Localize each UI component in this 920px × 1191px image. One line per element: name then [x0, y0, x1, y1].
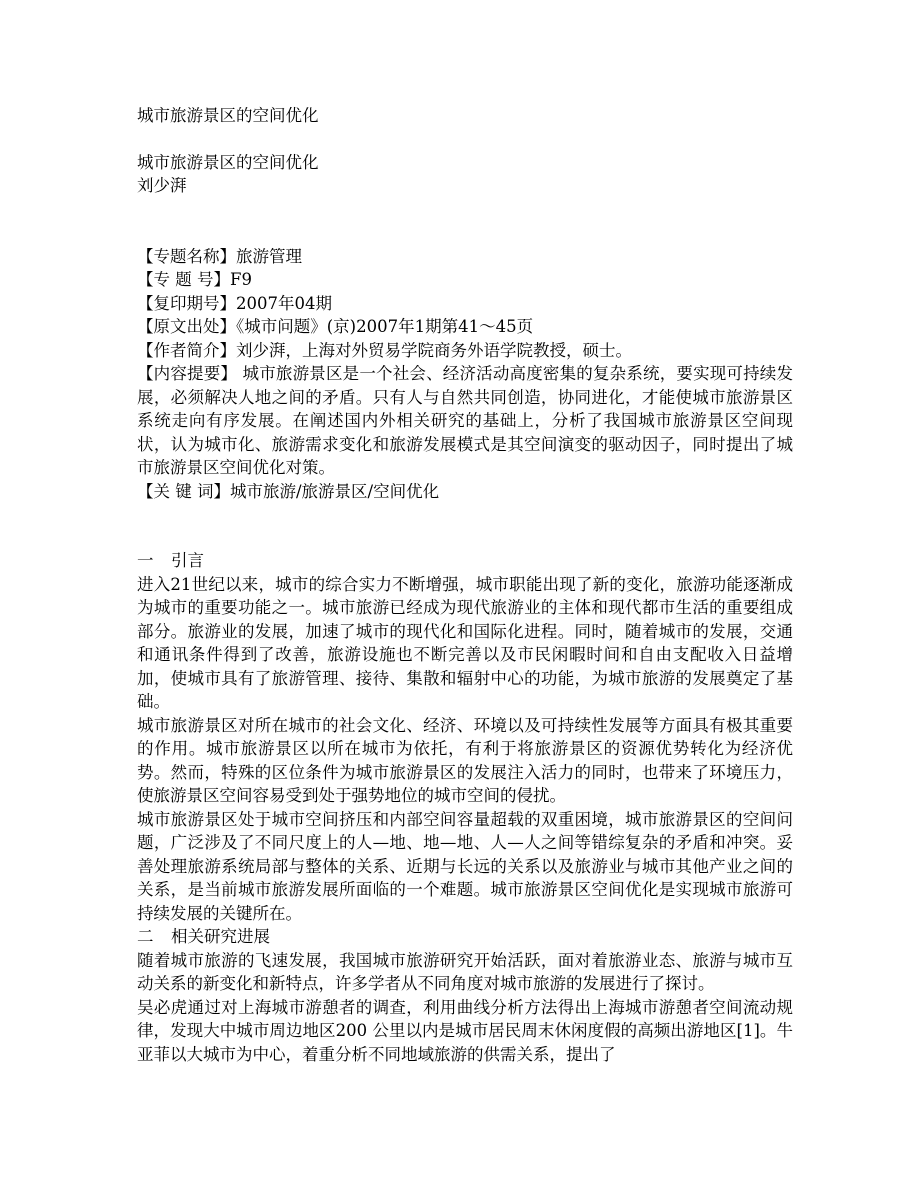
section-number: 二 — [137, 927, 154, 946]
section-heading-research — [137, 925, 793, 949]
document-title: 城市旅游景区的空间优化 — [137, 106, 319, 125]
meta-author-intro: 【作者简介】刘少湃，上海对外贸易学院商务外语学院教授，硕士。 — [137, 340, 632, 360]
body-paragraph: 城市旅游景区处于城市空间挤压和内部空间容量超载的双重困境，城市旅游景区的空间问题，广泛涉及了不同尺度上的人—地、地—地、人—人之间等错综复杂的矛盾和冲突。妥善处理旅游系统局部与整体的关系、近期与长远的关系以及旅游业与城市其他产业之间的关系，是当前城市旅游发展所面临的一个难题。城市旅游景区空间优化是实现城市旅游可持续发展的关键所在。 — [137, 809, 793, 923]
meta-issue: 【复印期号】2007年04期 — [137, 293, 332, 313]
meta-abstract: 【内容提要】 城市旅游景区是一个社会、经济活动高度密集的复杂系统，要实现可持续发展，必须解决人地之间的矛盾。只有人与自然共同创造，协同进化，才能使城市旅游景区系统走向有序发展。在阐述国内外相关研究的基础上，分析了我国城市旅游景区空间现状，认为城市化、旅游需求变化和旅游发展模式是其空间演变的驱动因子，同时提出了城市旅游景区空间优化对策。 — [137, 364, 793, 477]
meta-topic-number: 【专 题 号】F9 — [137, 270, 252, 289]
article-author: 刘少湃 — [137, 176, 187, 195]
meta-source: 【原文出处】《城市问题》(京)2007年1期第41～45页 — [137, 317, 534, 336]
body-paragraph: 进入21世纪以来，城市的综合实力不断增强，城市职能出现了新的变化，旅游功能逐渐成为城市的重要功能之一。城市旅游已经成为现代旅游业的主体和现代都市生活的重要组成部分。旅游业的发展，加速了城市的现代化和国际化进程。同时，随着城市的发展，交通和通讯条件得到了改善，旅游设施也不断完善以及市民闲暇时间和自由支配收入日益增加，使城市具有了旅游管理、接待、集散和辐射中心的功能，为城市旅游的发展奠定了基础。 — [137, 574, 793, 711]
section-title: 引言 — [171, 551, 204, 570]
meta-topic: 【专题名称】旅游管理 — [137, 246, 302, 266]
body-paragraph: 城市旅游景区对所在城市的社会文化、经济、环境以及可持续性发展等方面具有极其重要的作用。城市旅游景区以所在城市为依托，有利于将旅游景区的资源优势转化为经济优势。然而，特殊的区位条件为城市旅游景区的发展注入活力的同时，也带来了环境压力，使旅游景区空间容易受到处于强势地位的城市空间的侵扰。 — [137, 715, 793, 805]
section-title: 相关研究进展 — [171, 927, 270, 946]
body-paragraph: 随着城市旅游的飞速发展，我国城市旅游研究开始活跃，面对着旅游业态、旅游与城市互动关系的新变化和新特点，许多学者从不同角度对城市旅游的发展进行了探讨。 — [137, 950, 793, 993]
article-title: 城市旅游景区的空间优化 — [137, 152, 319, 172]
document-page — [137, 104, 793, 1066]
article-metadata — [137, 245, 793, 504]
body-paragraph: 吴必虎通过对上海城市游憩者的调查，利用曲线分析方法得出上海城市游憩者空间流动规律，发现大中城市周边地区200 公里以内是城市居民周末休闲度假的高频出游地区[1]。牛亚菲以大城市为中心，着重分析不同地域旅游的供需关系，提出了 — [137, 997, 793, 1064]
section-number: 一 — [137, 551, 154, 570]
section-heading-intro — [137, 549, 793, 573]
meta-keywords: 【关 键 词】城市旅游/旅游景区/空间优化 — [137, 481, 440, 501]
